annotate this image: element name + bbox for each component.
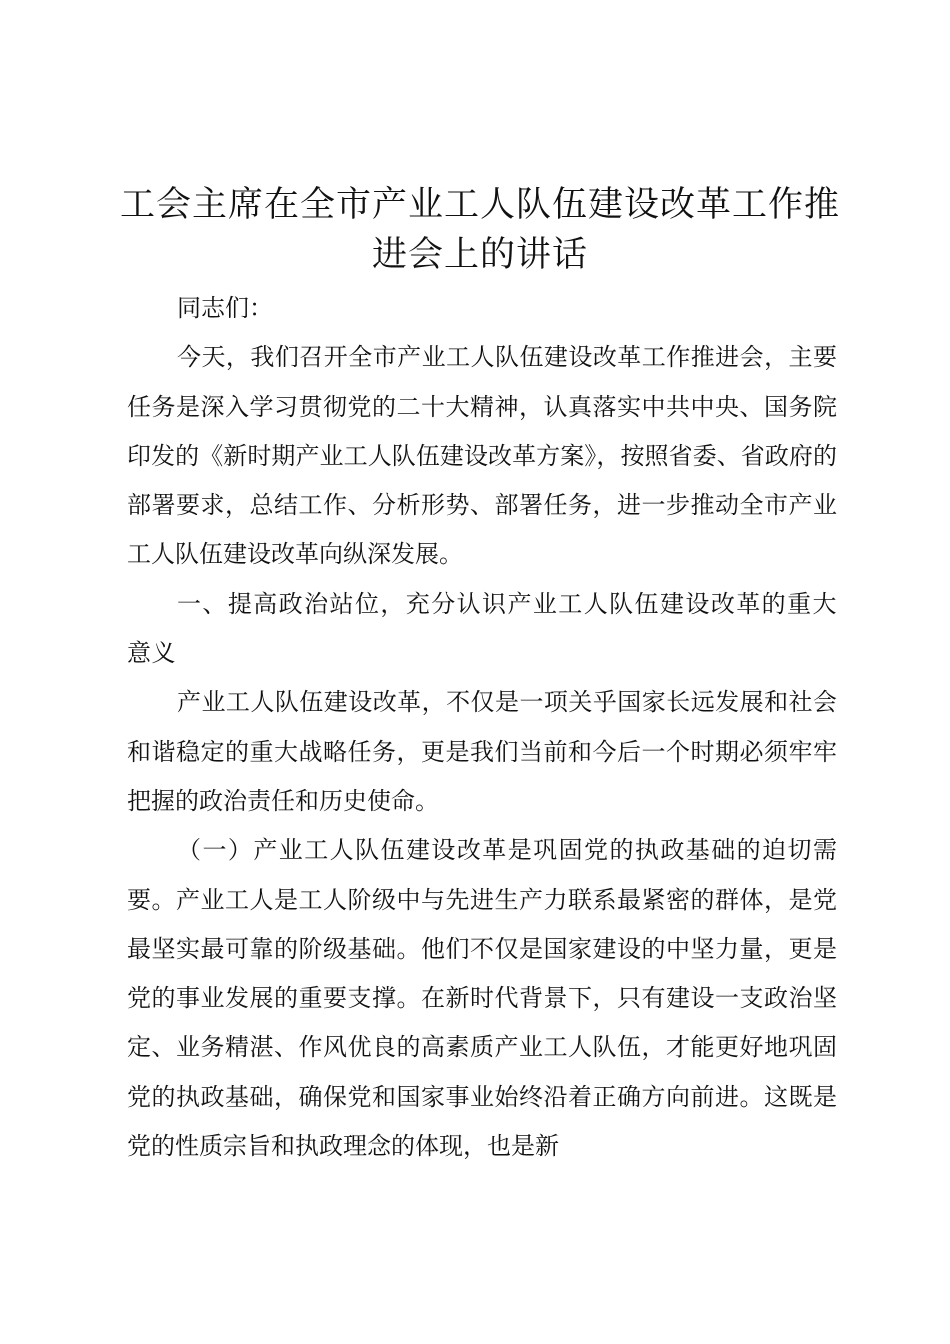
- document-body: [127, 284, 837, 1171]
- section-heading: 一、提高政治站位，充分认识产业工人队伍建设改革的重大意义: [127, 589, 837, 668]
- salutation-paragraph: 同志们：: [177, 294, 273, 322]
- subsection-paragraph: （一）产业工人队伍建设改革是巩固党的执政基础的迫切需要。产业工人是工人阶级中与先进生产力联系最紧密的群体，是党最坚实最可靠的阶级基础。他们不仅是国家建设的中坚力量，更是党的事业发展的重要支撑。在新时代背景下，只有建设一支政治坚定、业务精湛、作风优良的高素质产业工人队伍，才能更好地巩固党的执政基础，确保党和国家事业始终沿着正确方向前进。这既是党的性质宗旨和执政理念的体现，也是新: [127, 836, 837, 1161]
- intro-paragraph: 今天，我们召开全市产业工人队伍建设改革工作推进会，主要任务是深入学习贯彻党的二十大精神，认真落实中共中央、国务院印发的《新时期产业工人队伍建设改革方案》，按照省委、省政府的部署要求，总结工作、分析形势、部署任务，进一步推动全市产业工人队伍建设改革向纵深发展。: [127, 343, 837, 569]
- section-intro-paragraph: 产业工人队伍建设改革，不仅是一项关乎国家长远发展和社会和谐稳定的重大战略任务，更是我们当前和今后一个时期必须牢牢把握的政治责任和历史使命。: [127, 688, 837, 815]
- document-title: 工会主席在全市产业工人队伍建设改革工作推进会上的讲话: [119, 185, 840, 275]
